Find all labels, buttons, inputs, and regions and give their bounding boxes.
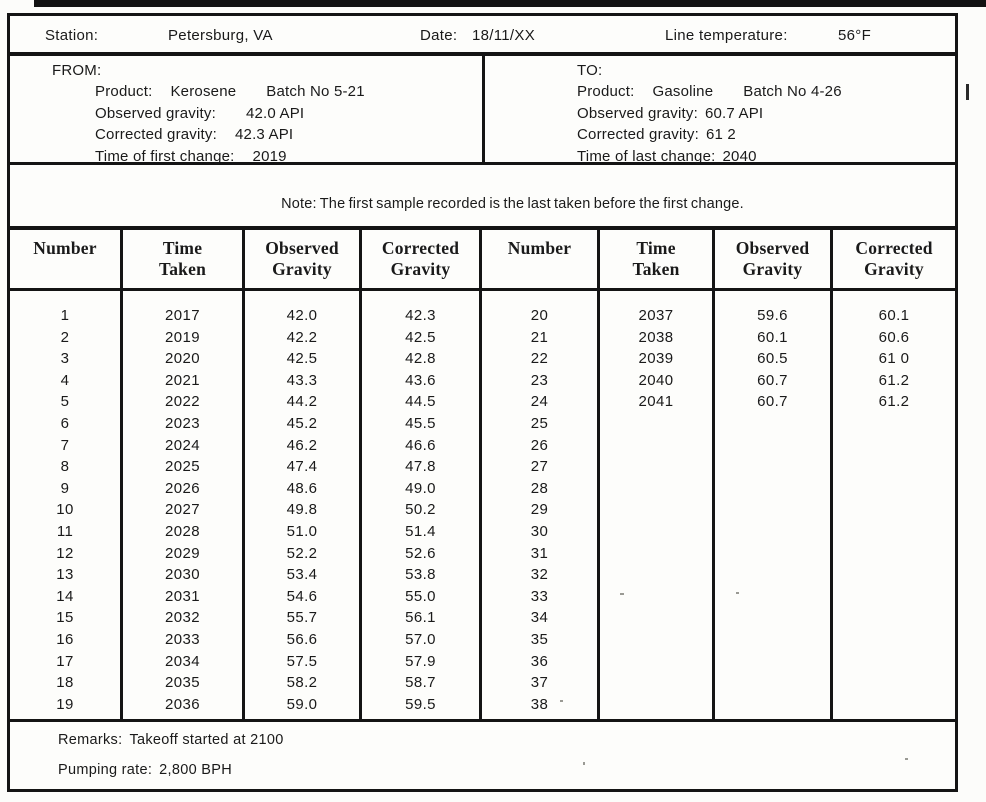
to-observed-label: Observed gravity: bbox=[577, 104, 698, 122]
to-time-value: 2040 bbox=[722, 147, 757, 165]
to-product-line bbox=[485, 81, 955, 102]
table-cell bbox=[833, 543, 955, 565]
from-product-label: Product: bbox=[95, 83, 153, 101]
table-cell: 6 bbox=[60, 414, 70, 432]
table-cell bbox=[833, 499, 955, 521]
table-cell: 27 bbox=[530, 458, 549, 476]
table-cell: 21 bbox=[530, 328, 549, 346]
table-cell: 2 bbox=[60, 328, 70, 346]
table-cell: 3 bbox=[60, 350, 70, 368]
table-cell bbox=[833, 672, 955, 694]
column-header-text: Corrected bbox=[855, 238, 933, 258]
column-header-text: Time bbox=[162, 238, 203, 258]
table-cell: 58.7 bbox=[405, 674, 436, 692]
to-title: TO: bbox=[577, 62, 603, 79]
table-cell: 30 bbox=[530, 522, 549, 540]
table-cell bbox=[600, 586, 712, 608]
column-header-text: Taken bbox=[158, 259, 207, 279]
body-column-observed-left bbox=[245, 291, 362, 719]
table-cell bbox=[600, 564, 712, 586]
table-cell: 42.5 bbox=[286, 350, 318, 368]
pumping-rate-label: Pumping rate: bbox=[58, 762, 153, 778]
table-cell: 10 bbox=[56, 501, 74, 519]
table-cell bbox=[833, 629, 955, 651]
table-cell bbox=[715, 672, 830, 694]
table-cell: 59.6 bbox=[757, 307, 788, 324]
table-cell: 15 bbox=[56, 609, 74, 627]
body-column-corrected-right bbox=[833, 291, 955, 719]
column-header-time-taken bbox=[600, 230, 715, 288]
table-cell: 55.0 bbox=[405, 587, 436, 605]
scan-artifact-right-tick bbox=[966, 84, 969, 100]
table-cell: 28 bbox=[530, 479, 549, 497]
table-cell: 42.3 bbox=[405, 307, 436, 324]
table-cell: 4 bbox=[60, 371, 70, 389]
table-cell: 53.4 bbox=[286, 566, 318, 584]
from-batch: Batch No 5-21 bbox=[266, 83, 365, 101]
table-cell: 2039 bbox=[638, 350, 674, 368]
table-cell: 53.8 bbox=[405, 566, 436, 584]
from-time-line bbox=[10, 146, 482, 167]
scan-artifact-speck bbox=[905, 758, 908, 760]
table-cell: 50.2 bbox=[405, 501, 436, 519]
from-product-line bbox=[10, 81, 482, 102]
table-cell: 46.6 bbox=[405, 436, 436, 454]
table-cell: 32 bbox=[530, 566, 549, 584]
table-cell: 22 bbox=[530, 350, 549, 368]
station-row bbox=[10, 16, 955, 56]
table-cell: 47.8 bbox=[405, 458, 436, 476]
table-cell bbox=[715, 651, 830, 673]
from-observed-label: Observed gravity: bbox=[95, 104, 216, 122]
table-cell: 58.2 bbox=[286, 674, 318, 692]
column-header-text: Gravity bbox=[390, 259, 451, 279]
table-cell: 2038 bbox=[638, 328, 674, 346]
line-temperature-value: 56°F bbox=[838, 27, 872, 44]
table-cell bbox=[833, 564, 955, 586]
pumping-rate-value: 2,800 BPH bbox=[159, 762, 232, 778]
column-header-text: Number bbox=[507, 238, 572, 258]
table-cell bbox=[715, 607, 830, 629]
table-cell: 49.8 bbox=[286, 501, 318, 519]
remarks-value: Takeoff started at 2100 bbox=[129, 732, 284, 748]
from-time-label: Time of first change: bbox=[95, 147, 235, 165]
table-cell: 2030 bbox=[165, 566, 200, 584]
table-cell: 17 bbox=[56, 652, 74, 670]
note-row bbox=[10, 165, 955, 230]
to-corrected-value: 61 2 bbox=[705, 126, 736, 144]
column-header-text: Gravity bbox=[742, 259, 803, 279]
table-cell: 2036 bbox=[165, 695, 200, 713]
column-header-text: Time bbox=[636, 238, 676, 258]
from-title: FROM: bbox=[52, 62, 102, 79]
table-cell: 44.2 bbox=[286, 393, 318, 411]
table-cell: 35 bbox=[530, 630, 549, 648]
table-cell bbox=[600, 521, 712, 543]
column-header-text: Gravity bbox=[272, 259, 332, 279]
table-cell: 56.6 bbox=[286, 630, 318, 648]
table-cell: 52.2 bbox=[286, 544, 318, 562]
table-cell: 43.6 bbox=[405, 371, 436, 389]
table-cell: 42.8 bbox=[405, 350, 436, 368]
column-header-number bbox=[482, 230, 600, 288]
table-cell: 16 bbox=[56, 630, 74, 648]
scan-artifact-speck bbox=[620, 593, 624, 595]
table-cell: 45.5 bbox=[405, 414, 436, 432]
table-cell bbox=[715, 456, 830, 478]
remarks-line bbox=[58, 732, 284, 748]
table-cell bbox=[715, 586, 830, 608]
table-cell: 2025 bbox=[165, 458, 200, 476]
table-cell: 2019 bbox=[165, 328, 200, 346]
table-cell: 43.3 bbox=[286, 371, 318, 389]
table-cell bbox=[600, 672, 712, 694]
remarks-row bbox=[10, 722, 955, 784]
table-cell: 38 bbox=[530, 695, 549, 713]
table-cell: 49.0 bbox=[405, 479, 436, 497]
table-cell: 36 bbox=[530, 652, 549, 670]
remarks-label: Remarks: bbox=[58, 732, 123, 748]
table-cell bbox=[833, 651, 955, 673]
table-cell: 59.5 bbox=[405, 695, 436, 713]
table-cell: 2029 bbox=[165, 544, 200, 562]
column-header-observed-gravity bbox=[245, 230, 362, 288]
table-cell: 55.7 bbox=[286, 609, 318, 627]
from-corrected-value: 42.3 API bbox=[234, 126, 294, 144]
table-cell: 11 bbox=[56, 522, 74, 540]
table-cell: 2034 bbox=[165, 652, 200, 670]
body-column-number-right bbox=[482, 291, 600, 719]
scan-artifact-top-bar bbox=[34, 0, 986, 7]
table-cell bbox=[833, 413, 955, 435]
column-header-text: Gravity bbox=[864, 259, 924, 279]
column-header-text: Observed bbox=[735, 238, 810, 258]
table-cell bbox=[600, 607, 712, 629]
table-cell bbox=[715, 413, 830, 435]
date-value: 18/11/XX bbox=[472, 27, 536, 44]
table-cell bbox=[715, 543, 830, 565]
table-cell: 60.6 bbox=[878, 328, 910, 346]
table-cell bbox=[715, 629, 830, 651]
table-cell: 2021 bbox=[165, 371, 200, 389]
from-corrected-label: Corrected gravity: bbox=[95, 126, 217, 144]
table-cell: 61.2 bbox=[878, 371, 910, 389]
table-cell bbox=[715, 521, 830, 543]
table-cell: 46.2 bbox=[286, 436, 318, 454]
column-header-time-taken bbox=[123, 230, 245, 288]
table-cell: 51.4 bbox=[405, 522, 436, 540]
table-cell: 2041 bbox=[638, 393, 674, 411]
table-cell: 42.2 bbox=[286, 328, 318, 346]
note-text: Note: The first sample recorded is the last taken before the first change. bbox=[281, 196, 744, 212]
table-cell: 44.5 bbox=[405, 393, 436, 411]
from-observed-line bbox=[10, 103, 482, 124]
station-value: Petersburg, VA bbox=[168, 27, 273, 44]
table-cell bbox=[715, 694, 830, 716]
body-column-time-right bbox=[600, 291, 715, 719]
to-product-value: Gasoline bbox=[652, 83, 714, 101]
table-cell: 60.1 bbox=[757, 328, 788, 346]
table-cell bbox=[600, 499, 712, 521]
table-cell: 45.2 bbox=[286, 414, 318, 432]
table-cell: 29 bbox=[530, 501, 549, 519]
column-header-corrected-gravity bbox=[362, 230, 482, 288]
table-cell: 42.5 bbox=[405, 328, 436, 346]
table-cell: 18 bbox=[56, 674, 74, 692]
table-cell: 2020 bbox=[165, 350, 200, 368]
from-observed-value: 42.0 API bbox=[245, 104, 305, 122]
body-column-corrected-left bbox=[362, 291, 482, 719]
table-cell: 2022 bbox=[165, 393, 200, 411]
table-cell: 25 bbox=[530, 414, 549, 432]
column-header-observed-gravity bbox=[715, 230, 833, 288]
table-cell: 2028 bbox=[165, 522, 200, 540]
column-header-text: Number bbox=[33, 238, 97, 258]
scan-artifact-speck bbox=[583, 762, 585, 765]
table-cell: 57.5 bbox=[286, 652, 318, 670]
body-column-observed-right bbox=[715, 291, 833, 719]
column-header-text: Taken bbox=[632, 259, 680, 279]
body-column-time-left bbox=[123, 291, 245, 719]
table-cell: 20 bbox=[530, 307, 549, 324]
table-cell: 2037 bbox=[638, 307, 674, 324]
table-cell: 23 bbox=[530, 371, 549, 389]
table-cell: 2023 bbox=[165, 414, 200, 432]
table-cell bbox=[833, 478, 955, 500]
table-cell: 31 bbox=[530, 544, 549, 562]
table-cell: 14 bbox=[56, 587, 74, 605]
table-cell: 2032 bbox=[165, 609, 200, 627]
table-cell: 2033 bbox=[165, 630, 200, 648]
table-cell: 60.7 bbox=[757, 393, 788, 411]
table-cell: 1 bbox=[60, 307, 70, 324]
table-body bbox=[10, 291, 955, 722]
pumping-rate-line bbox=[58, 762, 232, 778]
table-cell bbox=[600, 629, 712, 651]
from-product-value: Kerosene bbox=[170, 83, 237, 101]
table-cell bbox=[600, 413, 712, 435]
to-corrected-label: Corrected gravity: bbox=[577, 126, 699, 144]
table-cell bbox=[600, 435, 712, 457]
table-cell bbox=[833, 435, 955, 457]
table-cell: 7 bbox=[60, 436, 70, 454]
table-cell: 13 bbox=[56, 566, 74, 584]
table-cell: 52.6 bbox=[405, 544, 436, 562]
table-cell: 56.1 bbox=[405, 609, 436, 627]
table-cell bbox=[715, 478, 830, 500]
column-header-text: Observed bbox=[265, 238, 339, 258]
table-cell: 57.0 bbox=[405, 630, 436, 648]
to-time-label: Time of last change: bbox=[577, 147, 716, 165]
table-cell: 60.7 bbox=[757, 371, 788, 389]
table-cell: 2017 bbox=[165, 307, 200, 324]
to-time-line bbox=[485, 146, 955, 167]
column-header-corrected-gravity bbox=[833, 230, 955, 288]
to-corrected-line bbox=[485, 124, 955, 145]
to-observed-value: 60.7 API bbox=[704, 104, 764, 122]
table-cell bbox=[715, 435, 830, 457]
table-cell: 47.4 bbox=[286, 458, 318, 476]
table-cell bbox=[600, 694, 712, 716]
table-cell: 2026 bbox=[165, 479, 200, 497]
table-cell: 26 bbox=[530, 436, 549, 454]
from-to-row bbox=[10, 56, 955, 165]
date-label: Date: bbox=[420, 27, 458, 44]
table-cell bbox=[715, 499, 830, 521]
table-cell: 42.0 bbox=[286, 307, 318, 324]
table-cell bbox=[600, 543, 712, 565]
table-cell: 60.5 bbox=[757, 350, 788, 368]
table-cell: 9 bbox=[60, 479, 70, 497]
table-cell: 2027 bbox=[165, 501, 200, 519]
table-cell: 57.9 bbox=[405, 652, 436, 670]
table-cell: 54.6 bbox=[286, 587, 318, 605]
table-cell: 2031 bbox=[165, 587, 200, 605]
from-corrected-line bbox=[10, 124, 482, 145]
table-cell: 33 bbox=[530, 587, 549, 605]
table-cell bbox=[833, 586, 955, 608]
table-cell: 2035 bbox=[165, 674, 200, 692]
table-cell bbox=[833, 694, 955, 716]
line-temperature-label: Line temperature: bbox=[665, 27, 788, 44]
table-cell: 37 bbox=[530, 674, 549, 692]
to-section bbox=[485, 56, 955, 165]
table-cell: 61 0 bbox=[878, 350, 910, 368]
table-cell: 19 bbox=[56, 695, 74, 713]
body-column-number-left bbox=[10, 291, 123, 719]
station-label: Station: bbox=[45, 27, 99, 44]
table-cell: 8 bbox=[60, 458, 70, 476]
table-cell: 34 bbox=[530, 609, 549, 627]
table-cell bbox=[600, 651, 712, 673]
table-cell: 2024 bbox=[165, 436, 200, 454]
table-cell bbox=[715, 564, 830, 586]
column-header-number bbox=[10, 230, 123, 288]
to-product-label: Product: bbox=[577, 83, 635, 101]
table-cell bbox=[600, 478, 712, 500]
table-cell: 59.0 bbox=[286, 695, 318, 713]
to-observed-line bbox=[485, 103, 955, 124]
table-header bbox=[10, 230, 955, 291]
table-cell bbox=[600, 456, 712, 478]
table-cell: 24 bbox=[530, 393, 549, 411]
table-cell: 51.0 bbox=[286, 522, 318, 540]
scanned-form bbox=[7, 13, 958, 792]
scan-artifact-speck bbox=[560, 700, 563, 702]
table-cell bbox=[833, 521, 955, 543]
table-cell: 48.6 bbox=[286, 479, 318, 497]
table-cell: 61.2 bbox=[878, 393, 910, 411]
table-cell: 2040 bbox=[638, 371, 674, 389]
column-header-text: Corrected bbox=[381, 238, 460, 258]
to-batch: Batch No 4-26 bbox=[743, 83, 842, 101]
from-time-value: 2019 bbox=[252, 147, 287, 165]
table-cell: 12 bbox=[56, 544, 74, 562]
table-cell bbox=[833, 456, 955, 478]
from-section bbox=[10, 56, 485, 165]
table-cell: 5 bbox=[60, 393, 70, 411]
table-cell: 60.1 bbox=[878, 307, 910, 324]
table-cell bbox=[833, 607, 955, 629]
scan-artifact-speck bbox=[736, 592, 739, 594]
